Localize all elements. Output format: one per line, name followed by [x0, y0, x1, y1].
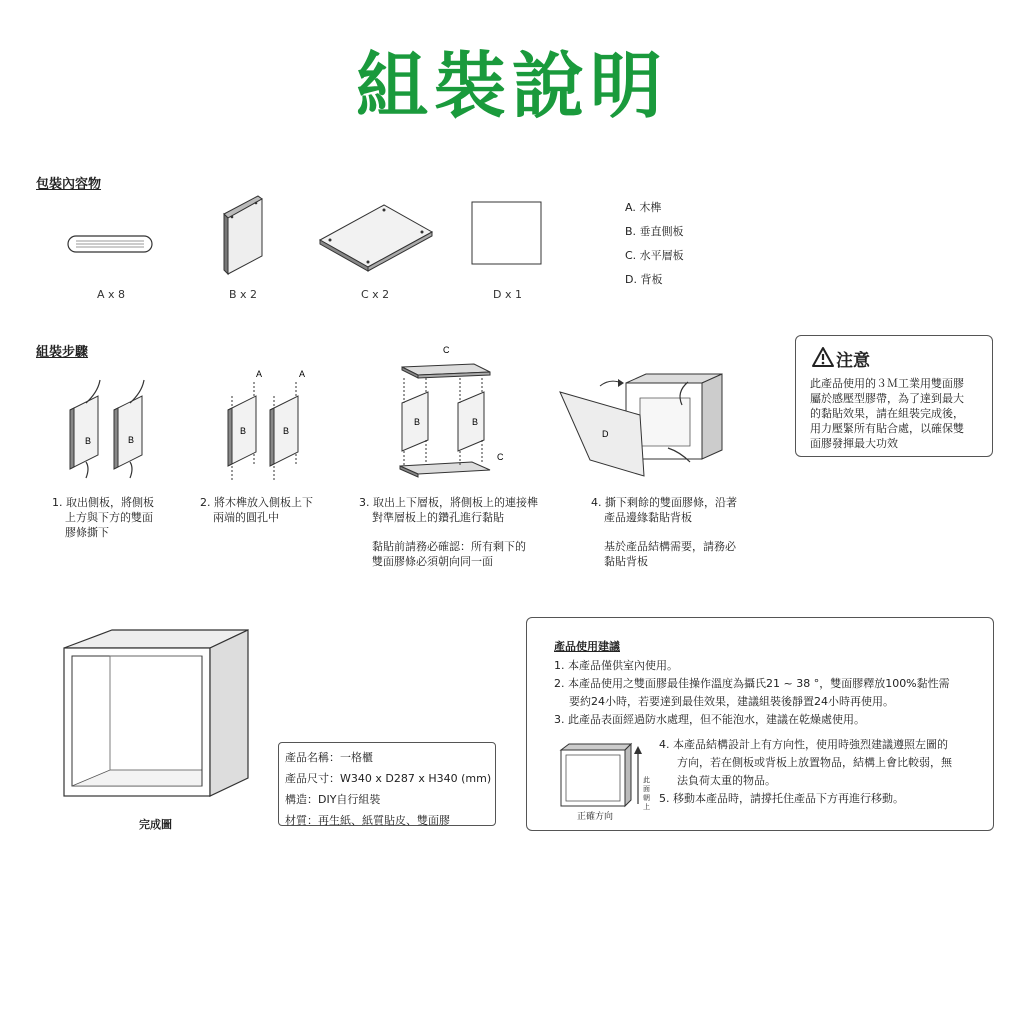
- part-d-label: D x 1: [493, 288, 522, 301]
- step1-marker-b1: B: [85, 436, 92, 446]
- usage-item-4b: 方向，若在側板或背板上放置物品，結構上會比較弱，無: [677, 756, 952, 769]
- step3-marker-b1: B: [414, 417, 421, 427]
- usage-item-1: 1. 本產品僅供室內使用。: [554, 659, 678, 672]
- usage-item-3: 3. 此產品表面經過防水處理，但不能泡水，建議在乾燥處使用。: [554, 713, 865, 726]
- step3-marker-c-bottom: C: [497, 452, 504, 462]
- direction-cube-icon: [557, 740, 637, 810]
- spec-name: 產品名稱：一格櫃: [285, 751, 373, 764]
- warning-title: 注意: [836, 351, 870, 371]
- spec-structure: 構造：DIY自行組裝: [285, 793, 381, 806]
- step2-marker-a1: A: [256, 369, 263, 379]
- usage-heading: 產品使用建議: [554, 640, 620, 653]
- part-a-label: A x 8: [97, 288, 126, 301]
- step2-marker-b2: B: [283, 426, 290, 436]
- step2-caption: 2. 將木榫放入側板上下 兩端的圓孔中: [200, 496, 313, 524]
- warning-text: 此產品使用的３Ｍ工業用雙面膠 屬於感壓型膠帶，為了達到最大 的黏貼效果，請在組裝完成後， 用力壓緊所有貼合處，以確保雙 面膠發揮最大功效: [810, 377, 964, 450]
- page-title: 組裝說明: [355, 44, 668, 128]
- face-up-label: 此 面 朝 上: [643, 776, 650, 811]
- legend-item-a: A. 木榫: [625, 201, 662, 214]
- usage-item-2a: 2. 本產品使用之雙面膠最佳操作溫度為攝氏21 ~ 38 °，雙面膠釋放100%黏性需: [554, 677, 950, 690]
- product-spec-box: [278, 742, 496, 826]
- part-b-label: B x 2: [229, 288, 258, 301]
- spec-size: 產品尺寸：W340 x D287 x H340 (mm): [285, 772, 492, 785]
- spec-material: 材質：再生紙、紙質貼皮、雙面膠: [285, 814, 450, 827]
- steps-heading: 組裝步驟: [36, 345, 89, 360]
- usage-item-4a: 4. 本產品結構設計上有方向性，使用時強烈建議遵照左圖的: [659, 738, 948, 751]
- step2-marker-a2: A: [299, 369, 306, 379]
- legend-item-d: D. 背板: [625, 273, 663, 286]
- up-arrow-icon: [633, 746, 643, 804]
- step3-marker-b2: B: [472, 417, 479, 427]
- usage-item-4c: 法負荷太重的物品。: [677, 774, 776, 787]
- step4-caption: 4. 撕下剩餘的雙面膠條，沿著 產品邊緣黏貼背板 基於產品結構需要，請務必 黏貼背板: [591, 496, 737, 568]
- legend-item-b: B. 垂直側板: [625, 225, 684, 238]
- step1-caption: 1. 取出側板，將側板 上方與下方的雙面 膠條撕下: [52, 496, 154, 539]
- step4-marker-d: D: [602, 429, 609, 439]
- step2-marker-b1: B: [240, 426, 247, 436]
- step3-marker-c-top: C: [443, 345, 450, 355]
- package-heading: 包裝內容物: [36, 177, 102, 192]
- usage-item-5: 5. 移動本產品時，請撐托住產品下方再進行移動。: [659, 792, 904, 805]
- usage-item-2b: 要約24小時，若要達到最佳效果，建議組裝後靜置24小時再使用。: [569, 695, 894, 708]
- direction-caption: 正確方向: [577, 812, 614, 822]
- part-c-label: C x 2: [361, 288, 390, 301]
- finished-caption: 完成圖: [139, 818, 172, 831]
- step1-marker-b2: B: [128, 435, 135, 445]
- usage-box: [526, 617, 994, 831]
- step3-caption: 3. 取出上下層板，將側板上的連接榫 對準層板上的鑽孔進行黏貼 黏貼前請務必確認：所有剩下的 雙面膠條必須朝向同一面: [359, 496, 538, 568]
- legend-item-c: C. 水平層板: [625, 249, 684, 262]
